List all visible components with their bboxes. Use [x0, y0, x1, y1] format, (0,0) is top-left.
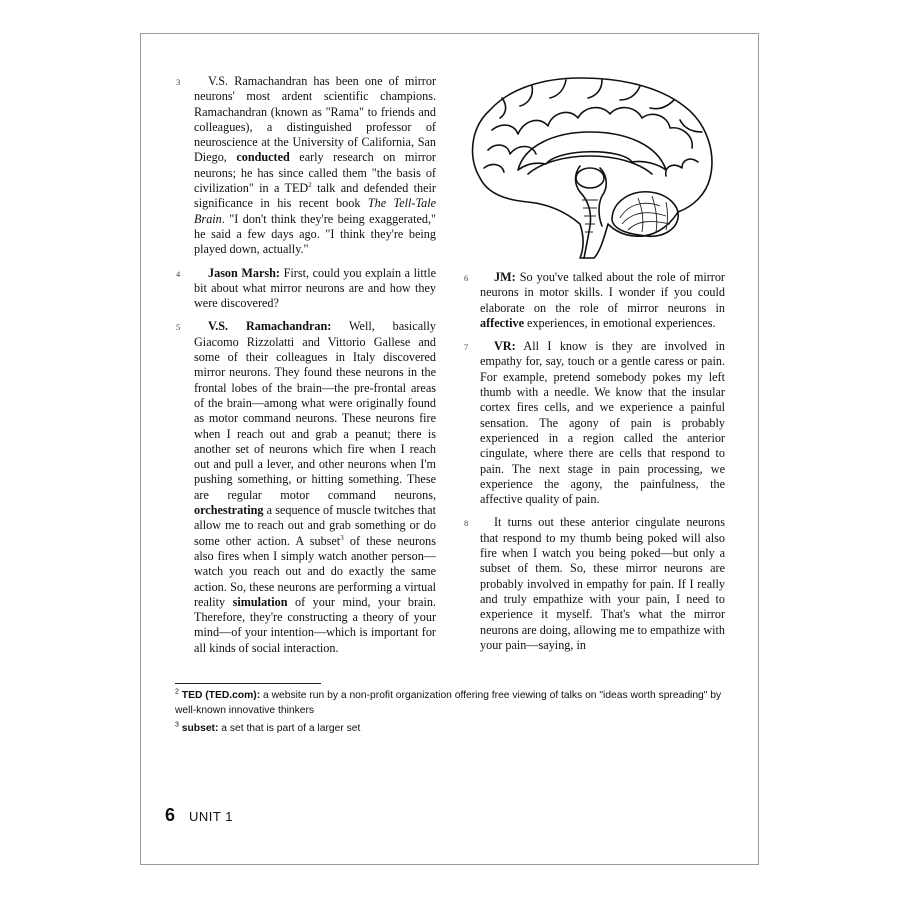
- footnote-ref: 3: [340, 533, 344, 542]
- paragraph-number: 7: [464, 342, 469, 353]
- footnote-mark: 2: [175, 688, 179, 696]
- speaker-name: VR:: [494, 339, 516, 354]
- page-number: 6: [165, 805, 176, 825]
- paragraph-3: 3 V.S. Ramachandran has been one of mirror neurons' most ardent scientific champions. Ramachandran (known as "Rama" to friends and colleagues), a distinguished professor of neuroscience at the University of California, San Diego, conducted early research on mirror neurons; he has since called them "the basis of civilization" in a TED$^2$ talk and defended their significance in his recent book The Tell-Tale Brain. "I don't think they're being exaggerated," he said a few days ago. "I think they're being played down, actually.": [176, 74, 436, 257]
- footnote-divider: [175, 683, 321, 684]
- vocab-word: orchestrating: [194, 503, 264, 518]
- vocab-word: simulation: [232, 594, 288, 609]
- paragraph-number: 5: [176, 322, 181, 333]
- paragraph-4: 4 Jason Marsh: First, could you explain a little bit about what mirror neurons are and how they were discovered?: [176, 265, 436, 311]
- paragraph-number: 3: [176, 77, 181, 87]
- paragraph-5: 5 V.S. Ramachandran: Well, basically Giacomo Rizzolatti and Vittorio Gallese and some of their colleagues in Italy discovered mirror neurons. They found these neurons in the frontal lobes of the brain—the pre-frontal areas of the brain—among what were originally found as motor command neurons. These neurons fire when I reach out and grab a peanut; there is another set of neurons which fire when I reach out and pull a lever, and other neurons when I'm pushing something, or hitting something. These are regular motor command neurons, orchestrating a sequence of muscle twitches that allow me to reach out and grab something or do some other action. A subset$^3$ of these neurons also fires when I simply watch another person—watch you reach out and do exactly the same action. So, these neurons are performing a virtual reality simulation of your mind, your brain. Therefore, they're constructing a theory of your mind—of your intention—which is important for all kinds of social interaction.: [176, 319, 436, 655]
- vocab-word: conducted: [236, 150, 290, 165]
- footnote-text: a set that is part of a larger set: [218, 723, 361, 734]
- footnote-term: TED (TED.com):: [181, 690, 261, 701]
- right-column: [464, 270, 725, 661]
- speaker-name: V.S. Ramachandran:: [208, 319, 332, 334]
- footnote: [175, 721, 723, 736]
- paragraph-6: 6 JM: So you've talked about the role of mirror neurons in motor skills. I wonder if you could elaborate on the role of mirror neurons in affective experiences, in emotional experiences.: [464, 270, 725, 330]
- paragraph-number: 6: [464, 273, 469, 283]
- paragraph-number: 8: [464, 518, 469, 529]
- book-title: The Tell-Tale Brain: [194, 196, 436, 226]
- footnotes: [175, 688, 723, 739]
- footnote-term: subset:: [181, 723, 219, 734]
- page-footer: [165, 805, 233, 826]
- speaker-name: Jason Marsh:: [208, 265, 280, 280]
- vocab-word: affective: [480, 315, 524, 330]
- paragraph-number: 4: [176, 268, 181, 279]
- speaker-name: JM:: [494, 270, 516, 284]
- left-column: [176, 74, 436, 664]
- footnote-ref: 2: [308, 181, 312, 190]
- brain-illustration: [462, 70, 722, 260]
- footnote: [175, 688, 723, 718]
- paragraph-8: 8 It turns out these anterior cingulate neurons that respond to my thumb being poked will also fire when I watch you being poked—but only a subset of them. So, these mirror neurons are probably involved in empathy for pain. If I really and truly empathize with your pain, I need to experience it myself. That's what the mirror neurons are doing, allowing me to empathize with your pain—saying, in: [464, 515, 725, 652]
- paragraph-7: 7 VR: All I know is they are involved in empathy for, say, touch or a gentle caress or pain. For example, pretend somebody pokes my left thumb with a needle. We know that the insular cortex fires cells, and we experience a painful sensation. The agony of pain is probably experienced in a region called the anterior cingulate, where there are cells that respond to pain. The next stage in pain processing, we experience the agony, the painfulness, the affective quality of pain.: [464, 339, 725, 507]
- unit-label: UNIT 1: [189, 809, 233, 824]
- footnote-text: a website run by a non-profit organization offering free viewing of talks on "ideas worth spreading" by well-known innovative thinkers: [175, 690, 722, 716]
- footnote-mark: 3: [175, 721, 179, 729]
